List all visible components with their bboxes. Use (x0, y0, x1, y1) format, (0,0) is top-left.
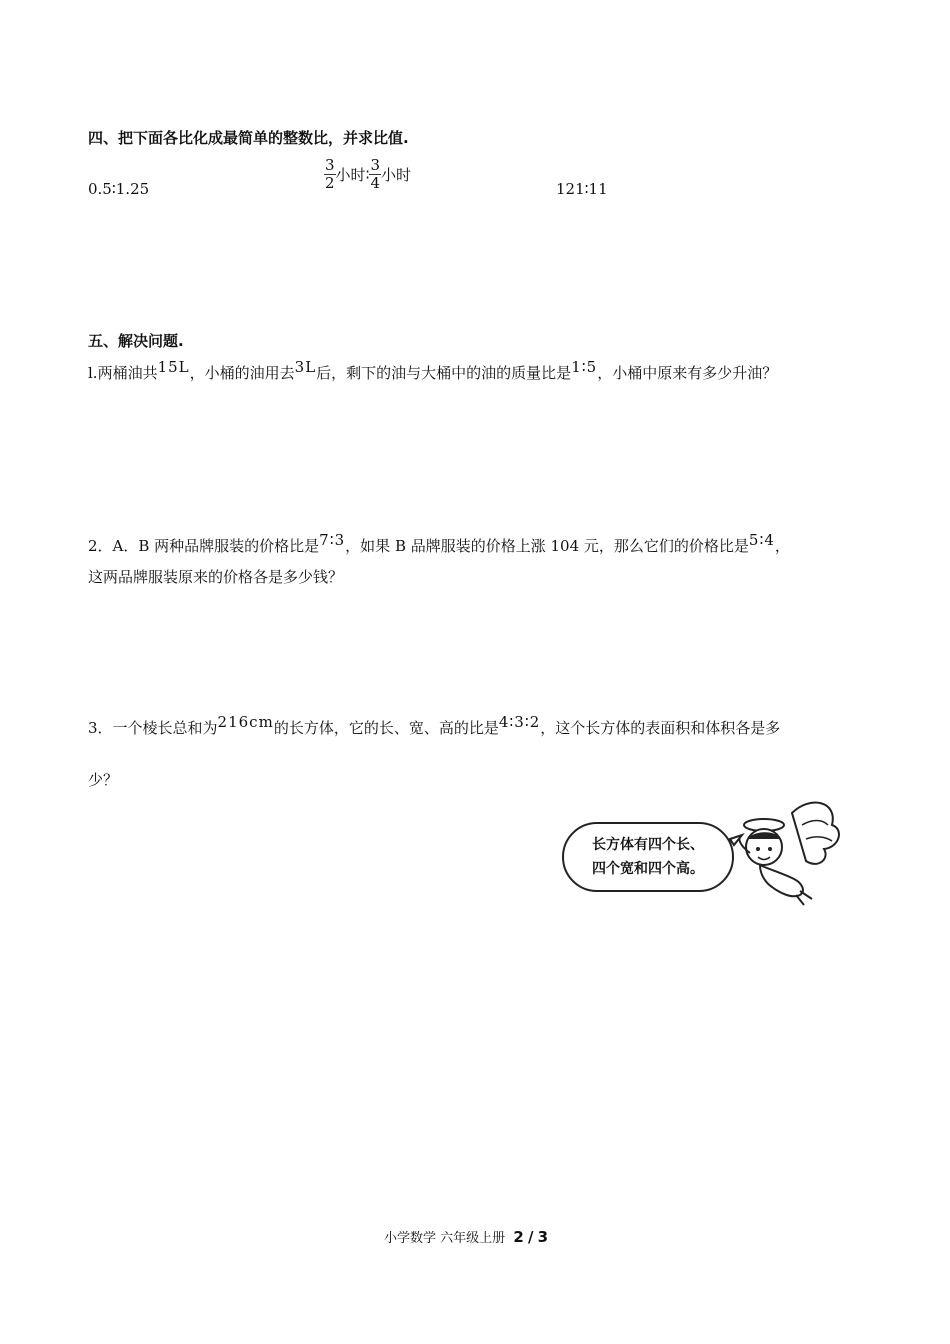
unit-hours-1: 小时 (335, 166, 366, 184)
question-3-line-1 (88, 713, 781, 738)
question-3-line-2: 少？ (88, 771, 119, 789)
section5-heading: 五、解决问题. (88, 332, 184, 350)
q1-text-2: ，小桶的油用去 (189, 364, 295, 382)
cartoon-angel-icon (720, 795, 848, 915)
q1-text-1: l.两桶油共 (88, 364, 158, 382)
section4-heading: 四、把下面各比化成最简单的整数比，并求比值. (88, 129, 409, 147)
q1-value-ratio: 1∶5 (571, 358, 598, 376)
page-number-current: 2 (513, 1228, 524, 1246)
q2-value-ratio-2: 5∶4 (748, 531, 775, 549)
ratio-item-3: 121∶11 (556, 180, 608, 198)
speech-bubble (562, 822, 734, 892)
speech-bubble-text (564, 833, 732, 881)
page-number-total: 3 (537, 1228, 549, 1246)
q1-value-total: 15L (157, 358, 190, 376)
ratio-item-1: 0.5∶1.25 (88, 180, 150, 198)
fraction-1-numerator: 3 (325, 156, 335, 174)
q1-value-used: 3L (294, 358, 317, 376)
fraction-2 (369, 157, 381, 192)
unit-hours-2: 小时 (381, 166, 412, 184)
footer-text: 小学数学 六年级上册 (384, 1231, 506, 1246)
fraction-1-denominator: 2 (325, 174, 335, 192)
q3-value-edge-total: 216cm (217, 713, 274, 731)
ratio-colon: ∶ (365, 165, 370, 184)
q3-text-2: 的长方体，它的长、宽、高的比是 (273, 719, 499, 737)
q3-text-1: 3．一个棱长总和为 (88, 719, 218, 737)
q2-text-3: ， (774, 537, 790, 555)
q1-text-4: ，小桶中原来有多少升油？ (597, 364, 778, 382)
q3-value-ratio: 4∶3∶2 (498, 713, 541, 731)
fraction-2-denominator: 4 (370, 174, 381, 192)
fraction-2-numerator: 3 (370, 156, 381, 174)
q2-value-ratio-1: 7∶3 (319, 531, 346, 549)
page-footer (384, 1227, 548, 1246)
question-2-line-2: 这两品牌服装原来的价格各是多少钱？ (88, 568, 344, 586)
ratio-item-2 (324, 157, 411, 192)
q1-text-3: 后，剩下的油与大桶中的油的质量比是 (316, 364, 572, 382)
question-2-line-1 (88, 531, 790, 556)
speech-bubble-line-1: 长方体有四个长、 (592, 837, 704, 853)
q2-text-2: ，如果 B 品牌服装的价格上涨 104 元，那么它们的价格比是 (345, 537, 749, 555)
q2-text-1: 2．A．B 两种品牌服装的价格比是 (88, 537, 320, 555)
speech-bubble-line-2: 四个宽和四个高。 (592, 861, 704, 877)
q3-text-3: ，这个长方体的表面积和体积各是多 (540, 719, 781, 737)
question-1 (88, 358, 778, 383)
fraction-1 (324, 157, 336, 192)
page-number-separator: / (527, 1228, 534, 1246)
